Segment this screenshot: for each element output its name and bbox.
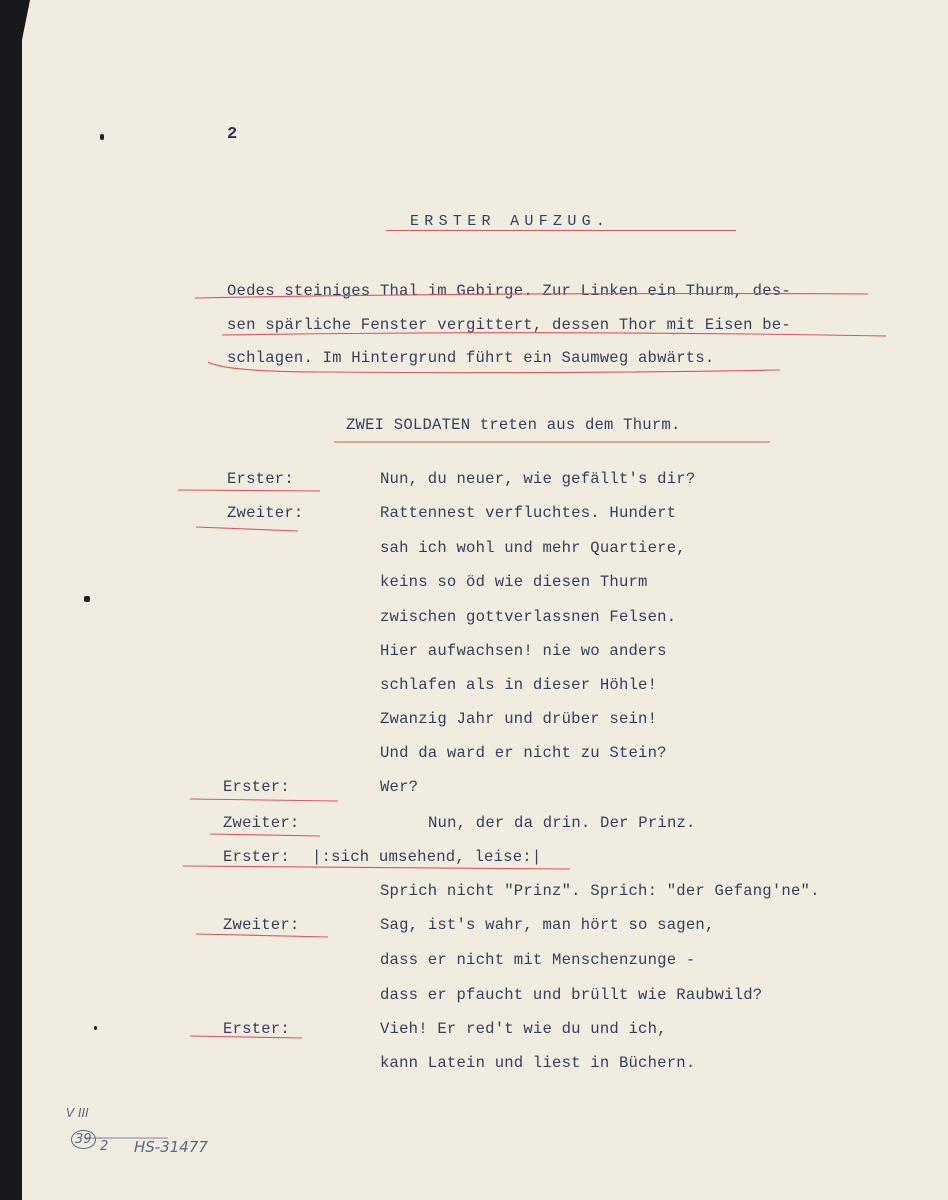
dialogue-line: Vieh! Er red't wie du und ich, <box>380 1020 667 1038</box>
shelf-mark: V III <box>66 1106 89 1120</box>
dialogue-line: kann Latein und liest in Büchern. <box>380 1054 696 1072</box>
shelf-circle-number: 39 <box>71 1130 96 1149</box>
scene-heading: ZWEI SOLDATEN treten aus dem Thurm. <box>346 416 681 434</box>
speaker-label: Zweiter: <box>227 504 304 522</box>
dialogue-line: Nun, du neuer, wie gefällt's dir? <box>380 470 696 488</box>
speaker-label: Erster: <box>223 848 290 866</box>
dialogue-line: Wer? <box>380 778 419 796</box>
dialogue-line: dass er nicht mit Menschenzunge - <box>380 951 696 969</box>
dialogue-line: Sag, ist's wahr, man hört so sagen, <box>380 916 715 934</box>
dialogue-line: sah ich wohl und mehr Quartiere, <box>380 539 686 557</box>
dialogue-line: |:sich umsehend, leise:| <box>312 848 542 866</box>
dialogue-line: Nun, der da drin. Der Prinz. <box>428 814 696 832</box>
dialogue-line: Zwanzig Jahr und drüber sein! <box>380 710 658 728</box>
shelf-suffix: 2 <box>100 1139 109 1154</box>
archive-number: HS-31477 <box>134 1138 208 1156</box>
act-title: ERSTER AUFZUG. <box>410 213 611 230</box>
dialogue-line: Sprich nicht "Prinz". Sprich: "der Gefang'ne". <box>380 882 820 900</box>
speaker-label: Erster: <box>223 778 290 796</box>
dialogue-line: Rattennest verfluchtes. Hundert <box>380 504 677 522</box>
dialogue-line: Und da ward er nicht zu Stein? <box>380 744 667 762</box>
dialogue-line: schlafen als in dieser Höhle! <box>380 676 658 694</box>
stage-direction-line: schlagen. Im Hintergrund führt ein Saumweg abwärts. <box>227 349 715 367</box>
speaker-label: Erster: <box>227 470 294 488</box>
dialogue-line: Hier aufwachsen! nie wo anders <box>380 642 667 660</box>
speaker-label: Zweiter: <box>223 814 300 832</box>
stage-direction-line: Oedes steiniges Thal im Gebirge. Zur Linken ein Thurm, des- <box>227 282 791 300</box>
stage-direction-line: sen spärliche Fenster vergittert, dessen Thor mit Eisen be- <box>227 316 791 334</box>
speaker-label: Zweiter: <box>223 916 300 934</box>
page-number: 2 <box>227 125 238 144</box>
dialogue-line: zwischen gottverlassnen Felsen. <box>380 608 677 626</box>
speaker-label: Erster: <box>223 1020 290 1038</box>
dialogue-line: keins so öd wie diesen Thurm <box>380 573 648 591</box>
dialogue-line: dass er pfaucht und brüllt wie Raubwild? <box>380 986 763 1004</box>
